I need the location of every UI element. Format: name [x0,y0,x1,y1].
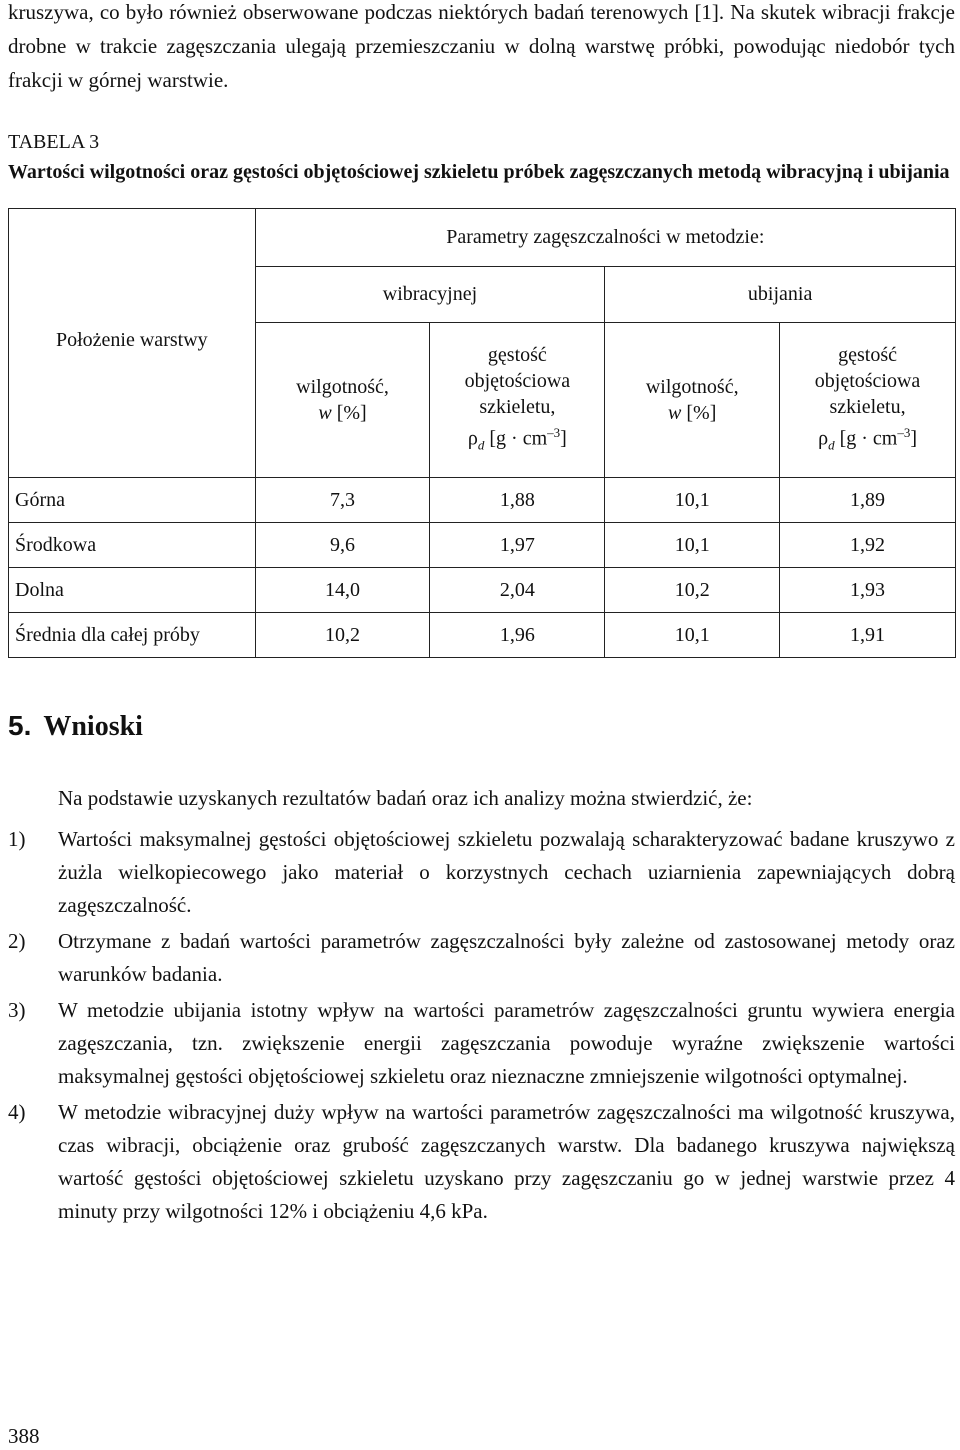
cell-tamp-w: 10,2 [605,568,780,613]
cell-vib-w: 9,6 [255,523,430,568]
cell-tamp-w: 10,1 [605,523,780,568]
cell-tamp-w: 10,1 [605,478,780,523]
table-label: TABELA 3 [8,131,100,153]
row-name: Średnia dla całej próby [9,613,256,658]
header-density-tamp: gęstość objętościowa szkieletu, $\rho_d$ $[g \cdot cm^{-3}]$ [780,323,956,478]
data-table [8,208,956,658]
header-tamping: ubijania [605,267,956,323]
header-position: Położenie warstwy [9,209,256,478]
cell-vib-w: 14,0 [255,568,430,613]
header-params: Parametry zagęszczalności w metodzie: [255,209,955,267]
cell-tamp-rho: 1,93 [780,568,956,613]
table-row [9,613,956,658]
page-number: 388 [8,1424,40,1448]
cell-tamp-rho: 1,92 [780,523,956,568]
cell-vib-rho: 1,88 [430,478,605,523]
cell-vib-rho: 1,97 [430,523,605,568]
table-title: Wartości wilgotności oraz gęstości objętościowej szkieletu próbek zagęszczanych metodą wibracyjną i ubijania [8,161,950,183]
row-name: Górna [9,478,256,523]
cell-vib-rho: 2,04 [430,568,605,613]
header-moisture-vib: wilgotność, w [%] [255,323,430,478]
cell-vib-w: 7,3 [255,478,430,523]
cell-tamp-rho: 1,91 [780,613,956,658]
list-item: 2) Otrzymane z badań wartości parametrów zagęszczalności były zależne od zastosowanej metody oraz warunków badania. [8,929,955,986]
intro-paragraph: kruszywa, co było również obserwowane podczas niektórych badań terenowych [1]. Na skutek wibracji frakcje drobne w trakcie zagęszczania ulegają przemieszczaniu w dolną warstwę próbki, powodując niedobór tych frakcji w górnej warstwie. [8,0,955,92]
table-row [9,568,956,613]
cell-vib-rho: 1,96 [430,613,605,658]
row-name: Środkowa [9,523,256,568]
list-item: 4) W metodzie wibracyjnej duży wpływ na wartości parametrów zagęszczalności ma wilgotność kruszywa, czas wibracji, obciążenie oraz grubość zagęszczanych warstw. Dla badanego kruszywa największą wartość gęstości objętościowej szkieletu uzyskano przy zagęszczaniu go w jednej warstwie przez 4 minuty przy wilgotności 12% i obciążeniu 4,6 kPa. [8,1100,955,1223]
row-name: Dolna [9,568,256,613]
section-heading: 5. Wnioski [8,710,143,742]
cell-vib-w: 10,2 [255,613,430,658]
table-row [9,478,956,523]
cell-tamp-rho: 1,89 [780,478,956,523]
header-moisture-tamp: wilgotność, w [%] [605,323,780,478]
list-item: 1) Wartości maksymalnej gęstości objętościowej szkieletu pozwalają scharakteryzować badane kruszywo z żużla wielkopiecowego jako materiał o korzystnych cechach uziarnienia zapewniających dobrą zagęszczalność. [8,827,955,917]
header-vibration: wibracyjnej [255,267,605,323]
header-density-vib: gęstość objętościowa szkieletu, $\rho_d$ $[g \cdot cm^{-3}]$ [430,323,605,478]
conclusions-list [8,823,958,1228]
cell-tamp-w: 10,1 [605,613,780,658]
table-row [9,523,956,568]
section-lead: Na podstawie uzyskanych rezultatów badań oraz ich analizy można stwierdzić, że: [58,786,753,810]
page [8,0,958,1231]
list-item: 3) W metodzie ubijania istotny wpływ na wartości parametrów zagęszczalności gruntu wywiera energia zagęszczania, tzn. zwiększenie energii zagęszczania powoduje wyraźne zwiększenie wartości maksymalnej gęstości objętościowej szkieletu oraz nieznaczne zmniejszenie wilgotności optymalnej. [8,998,955,1088]
